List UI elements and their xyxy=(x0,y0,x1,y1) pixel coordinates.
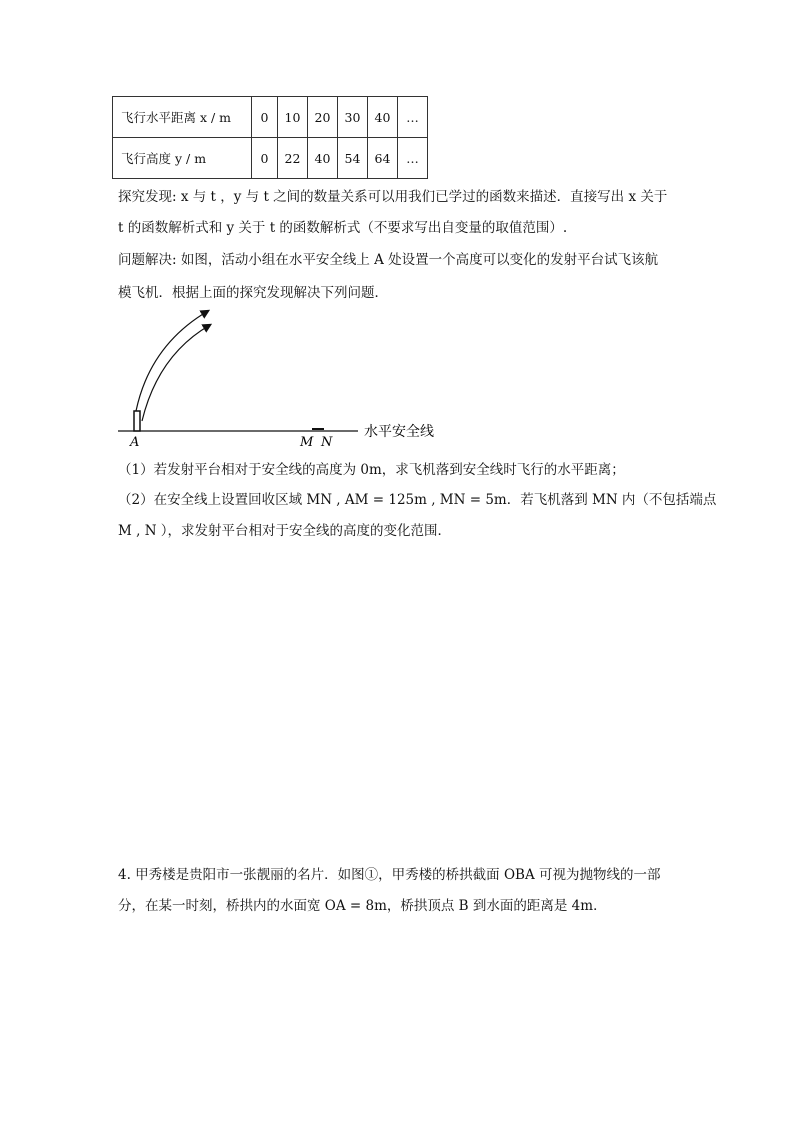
problem-4: 4. 甲秀楼是贵阳市一张靓丽的名片．如图①，甲秀楼的桥拱截面 OBA 可视为抛物线的一部 xyxy=(118,867,661,883)
cell: … xyxy=(398,97,428,138)
cell: 0 xyxy=(252,138,278,179)
row1-label: 飞行水平距离 x / m xyxy=(113,97,252,138)
table-row xyxy=(113,97,428,138)
label-m: M xyxy=(300,435,314,450)
trajectory-arrow xyxy=(142,325,210,421)
label-n: N xyxy=(321,435,333,450)
data-table xyxy=(112,96,428,179)
cell: 0 xyxy=(252,97,278,138)
explore-line: 探究发现: x 与 t ，y 与 t 之间的数量关系可以用我们已学过的函数来描述．直接写出 x 关于 xyxy=(118,189,668,205)
trajectory-arrow xyxy=(136,311,208,411)
launch-figure xyxy=(118,305,448,450)
cell: 22 xyxy=(278,138,308,179)
cell: 30 xyxy=(338,97,368,138)
launch-platform xyxy=(134,411,140,431)
question-2: （2）在安全线上设置回收区域 MN , AM = 125m , MN = 5m．若飞机落到 MN 内（不包括端点 xyxy=(118,492,717,508)
problem-4-cont: 分，在某一时刻，桥拱内的水面宽 OA = 8m，桥拱顶点 B 到水面的距离是 4m． xyxy=(118,898,607,914)
cell: 20 xyxy=(308,97,338,138)
question-1: （1）若发射平台相对于安全线的高度为 0m，求飞机落到安全线时飞行的水平距离； xyxy=(118,462,625,478)
cell: 54 xyxy=(338,138,368,179)
table-row xyxy=(113,138,428,179)
safety-line-label: 水平安全线 xyxy=(364,424,434,440)
cell: … xyxy=(398,138,428,179)
cell: 64 xyxy=(368,138,398,179)
label-a: A xyxy=(130,435,140,450)
explore-line-2: t 的函数解析式和 y 关于 t 的函数解析式（不要求写出自变量的取值范围）. xyxy=(118,220,568,236)
solve-line-2: 模飞机．根据上面的探究发现解决下列问题． xyxy=(118,285,388,301)
row2-label: 飞行高度 y / m xyxy=(113,138,252,179)
cell: 40 xyxy=(308,138,338,179)
question-2-cont: M , N ），求发射平台相对于安全线的高度的变化范围． xyxy=(118,523,452,539)
cell: 10 xyxy=(278,97,308,138)
cell: 40 xyxy=(368,97,398,138)
solve-line: 问题解决: 如图，活动小组在水平安全线上 A 处设置一个高度可以变化的发射平台试飞该航 xyxy=(118,252,659,268)
